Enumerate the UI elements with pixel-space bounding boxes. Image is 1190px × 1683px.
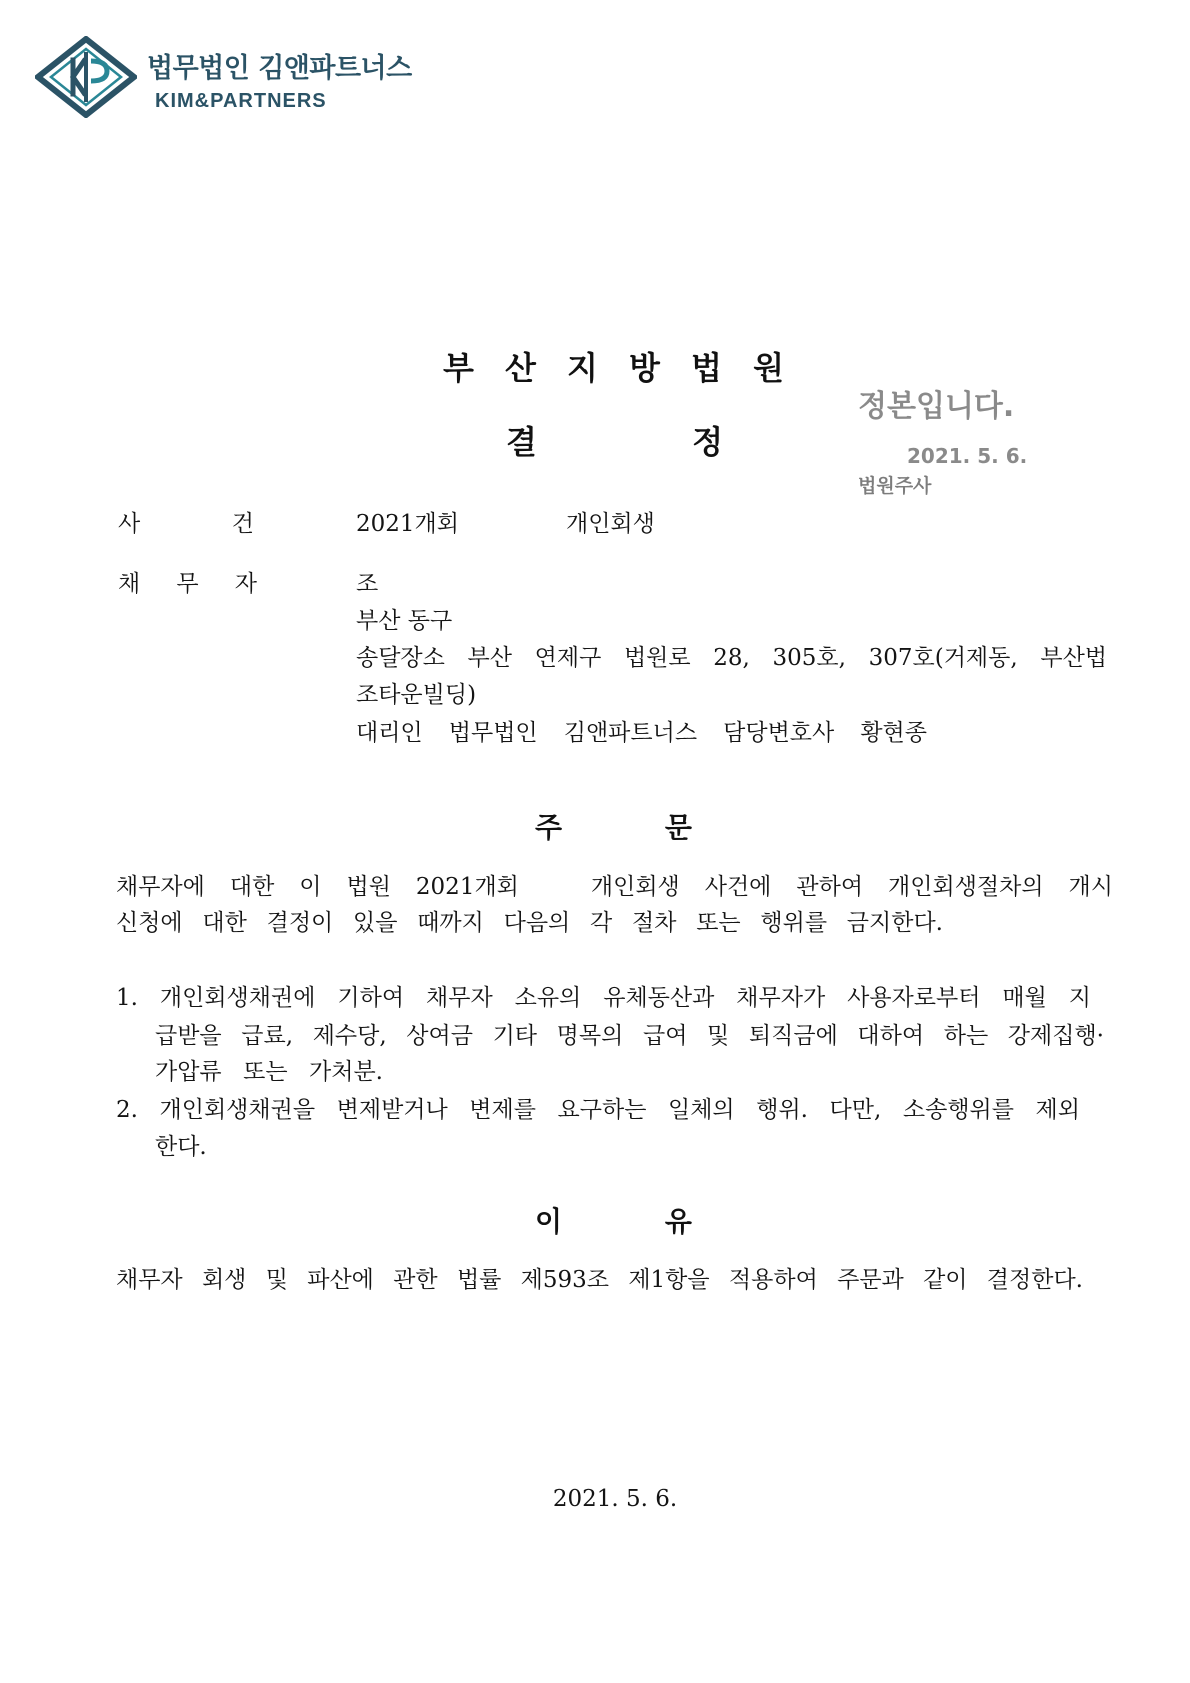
debtor-address: 부산 동구 xyxy=(356,608,453,634)
certification-stamp-text: 정본입니다. xyxy=(858,389,1015,424)
case-number: 2021개회 xyxy=(356,511,459,537)
order-item-1-line-2: 급받을 급료, 제수당, 상여금 기타 명목의 급여 및 퇴직금에 대하여 하는 강제집행· xyxy=(155,1023,1104,1049)
firm-logo-icon xyxy=(35,36,137,118)
debtor-name: 조 xyxy=(356,571,379,597)
service-address-label: 송달장소 xyxy=(356,645,445,671)
document-type: 결 정 xyxy=(506,423,723,461)
debtor-service-address-cont: 조타운빌딩) xyxy=(356,682,477,708)
certification-stamp-issuer: 법원주사 xyxy=(858,475,932,497)
order-paragraph-line-1 xyxy=(116,872,1113,902)
order-paragraph-line-1-b: 개인회생 사건에 관하여 개인회생절차의 개시 xyxy=(590,874,1113,900)
firm-name-en: KIM&PARTNERS xyxy=(155,90,327,112)
case-type: 개인회생 xyxy=(566,511,655,537)
service-address-value: 부산 연제구 법원로 28, 305호, 307호(거제동, 부산법 xyxy=(467,645,1108,671)
firm-name-ko: 법무법인 김앤파트너스 xyxy=(147,53,412,84)
certification-stamp-date: 2021. 5. 6. xyxy=(907,444,1028,468)
order-paragraph-line-1-a: 채무자에 대한 이 법원 2021개회 xyxy=(116,874,519,900)
order-item-1-line-3: 가압류 또는 가처분. xyxy=(155,1059,383,1085)
order-paragraph-line-2: 신청에 대한 결정이 있을 때까지 다음의 각 절차 또는 행위를 금지한다. xyxy=(116,910,943,936)
debtor-service-address xyxy=(356,643,1107,673)
decision-date: 2021. 5. 6. xyxy=(552,1486,678,1512)
logo-p-mark xyxy=(91,61,107,81)
redacted-case-number-gap xyxy=(519,893,591,894)
reason-text: 채무자 회생 및 파산에 관한 법률 제593조 제1항을 적용하여 주문과 같이 결정한다. xyxy=(116,1267,1083,1293)
debtor-agent: 대리인 법무법인 김앤파트너스 담당변호사 황현종 xyxy=(356,720,927,746)
court-name: 부 산 지 방 법 원 xyxy=(443,349,784,387)
reason-heading: 이 유 xyxy=(535,1205,692,1238)
case-label: 사 건 xyxy=(118,511,254,537)
debtor-label: 채 무 자 xyxy=(118,571,257,597)
order-item-1-line-1: 1. 개인회생채권에 기하여 채무자 소유의 유체동산과 채무자가 사용자로부터 매월 지 xyxy=(116,985,1091,1011)
order-heading: 주 문 xyxy=(535,811,692,844)
logo-k-mark xyxy=(73,60,84,94)
order-item-2-line-2: 한다. xyxy=(155,1134,207,1160)
order-item-2-line-1: 2. 개인회생채권을 변제받거나 변제를 요구하는 일체의 행위. 다만, 소송행위를 제외 xyxy=(116,1097,1080,1123)
